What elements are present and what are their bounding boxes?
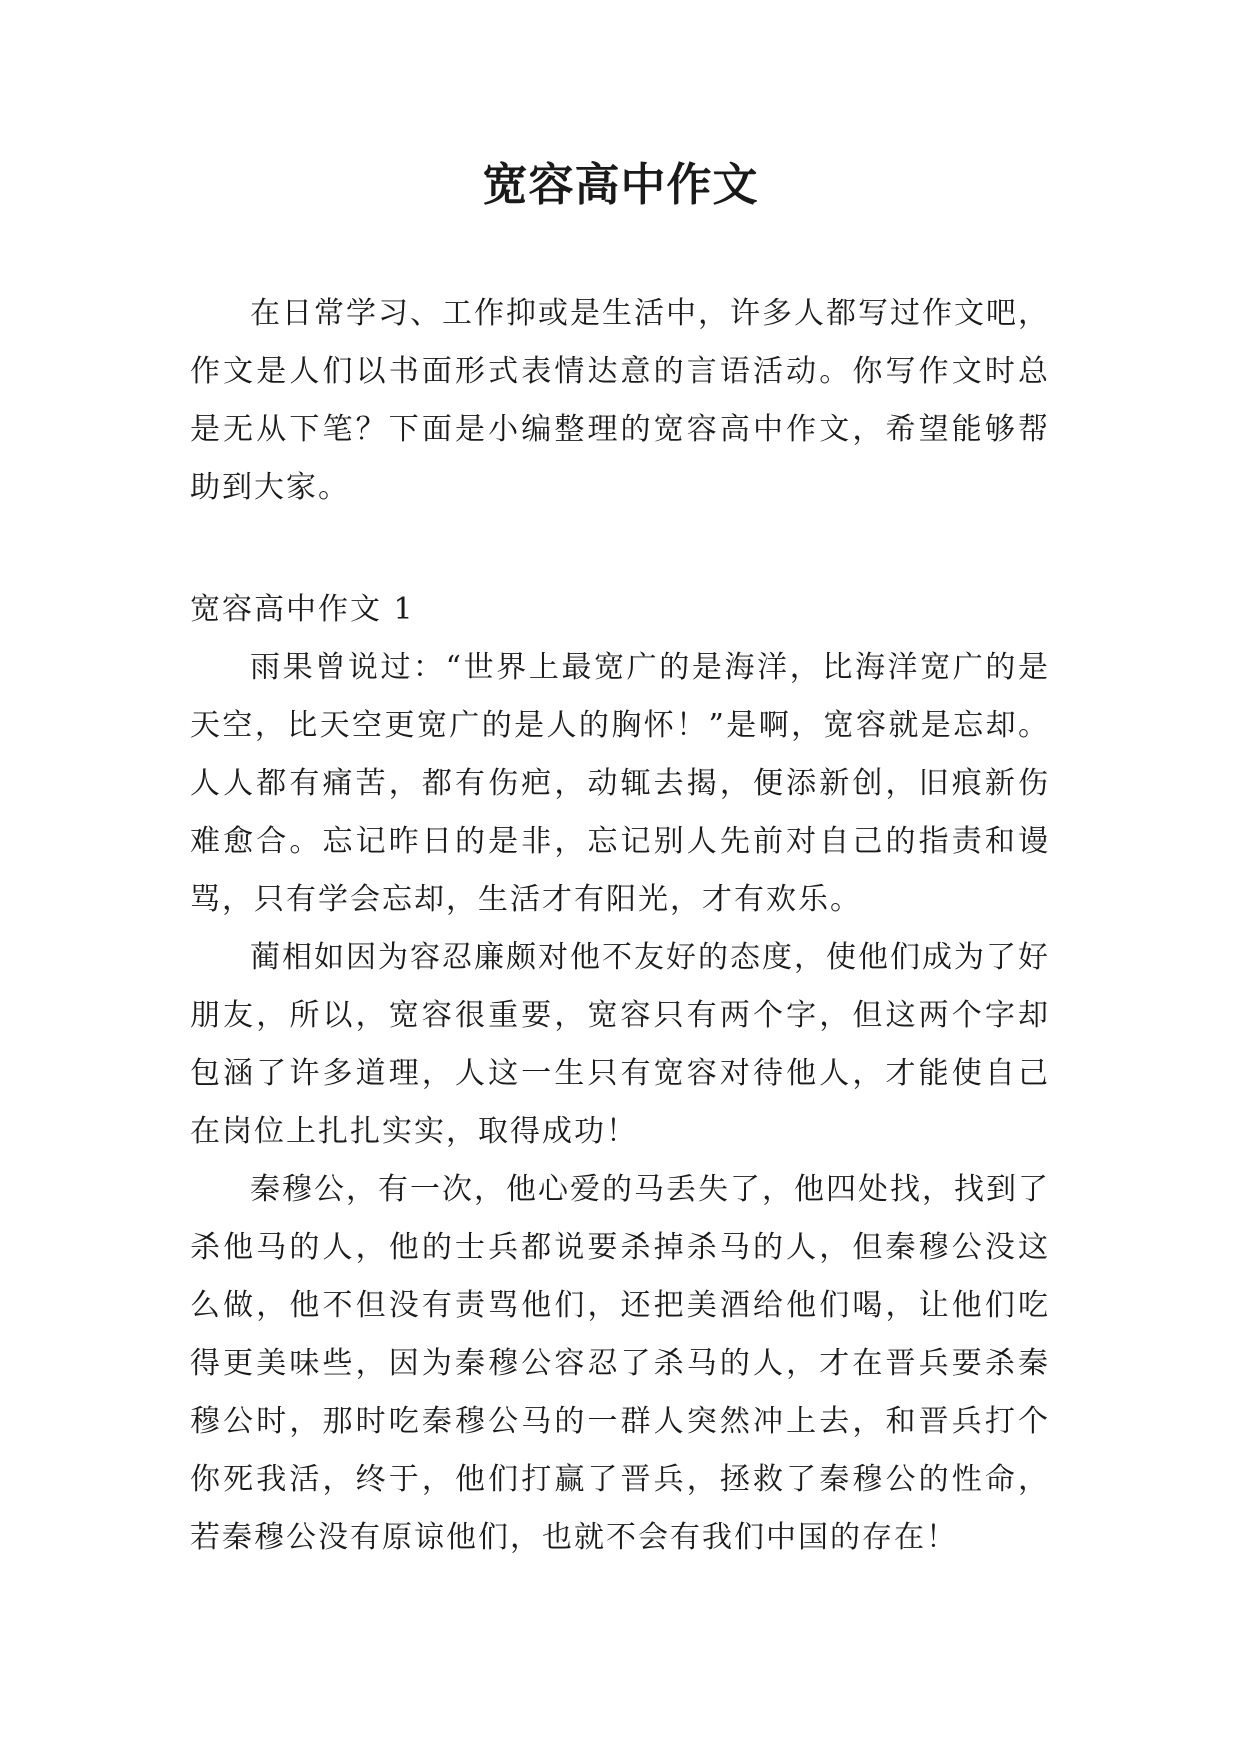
section-heading: 宽容高中作文 1 <box>190 592 415 627</box>
document-body <box>190 285 1050 1567</box>
document-title: 宽容高中作文 <box>482 158 759 211</box>
body-paragraph: 蔺相如因为容忍廉颇对他不友好的态度，使他们成为了好朋友，所以，宽容很重要，宽容只有两个字，但这两个字却包涵了许多道理，人这一生只有宽容对待他人，才能使自己在岗位上扎扎实实，取得成功！ <box>190 940 1050 1149</box>
intro-paragraph: 在日常学习、工作抑或是生活中，许多人都写过作文吧，作文是人们以书面形式表情达意的言语活动。你写作文时总是无从下笔？下面是小编整理的宽容高中作文，希望能够帮助到大家。 <box>190 296 1050 505</box>
body-paragraph: 秦穆公，有一次，他心爱的马丢失了，他四处找，找到了杀他马的人，他的士兵都说要杀掉杀马的人，但秦穆公没这么做，他不但没有责骂他们，还把美酒给他们喝，让他们吃得更美味些，因为秦穆公容忍了杀马的人，才在晋兵要杀秦穆公时，那时吃秦穆公马的一群人突然冲上去，和晋兵打个你死我活，终于，他们打赢了晋兵，拯救了秦穆公的性命，若秦穆公没有原谅他们，也就不会有我们中国的存在！ <box>190 1172 1050 1555</box>
body-paragraph: 雨果曾说过：“世界上最宽广的是海洋，比海洋宽广的是天空，比天空更宽广的是人的胸怀！”是啊，宽容就是忘却。人人都有痛苦，都有伤疤，动辄去揭，便添新创，旧痕新伤难愈合。忘记昨日的是非，忘记别人先前对自己的指责和谩骂，只有学会忘却，生活才有阳光，才有欢乐。 <box>190 650 1050 917</box>
